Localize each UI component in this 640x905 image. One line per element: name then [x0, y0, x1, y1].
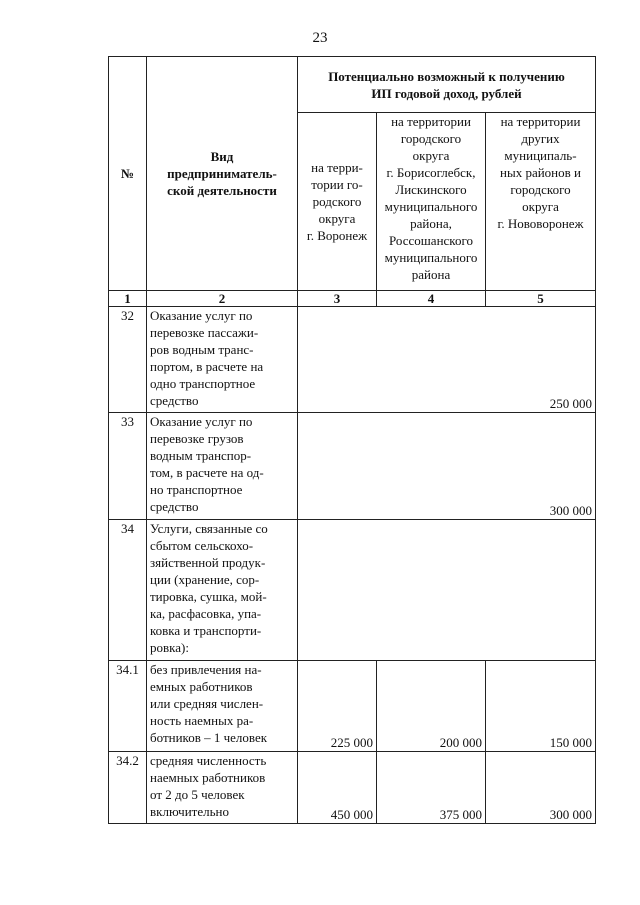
header-income-group: Потенциально возможный к получению ИП годовой доход, рублей [298, 57, 596, 113]
row-number: 34 [109, 520, 147, 661]
row-activity: без привлечения на- емных работников или средняя числен- ность наемных ра- ботников – 1 человек [147, 661, 298, 752]
header-other-districts: на территории других муниципаль- ных районов и городского округа г. Нововоронеж [486, 113, 596, 291]
row-activity: Оказание услуг по перевозке пассажи- ров водным транс- портом, в расчете на одно транспортное средство [147, 307, 298, 413]
row-value-borisoglebsk: 375 000 [377, 752, 486, 824]
row-value-voronezh: 450 000 [298, 752, 377, 824]
header-borisoglebsk: на территории городского округа г. Борисоглебск, Лискинского муниципального района, Россошанского муниципального района [377, 113, 486, 291]
row-value-borisoglebsk: 200 000 [377, 661, 486, 752]
column-index-4: 4 [377, 291, 486, 307]
column-index-1: 1 [109, 291, 147, 307]
header-row-1 [109, 57, 596, 113]
row-value-other: 150 000 [486, 661, 596, 752]
row-number: 34.1 [109, 661, 147, 752]
row-activity: средняя численность наемных работников от 2 до 5 человек включительно [147, 752, 298, 824]
table-row [109, 661, 596, 752]
table-row [109, 752, 596, 824]
row-activity: Оказание услуг по перевозке грузов водным транспор- том, в расчете на од- но транспортное средство [147, 413, 298, 520]
table-row [109, 307, 596, 413]
row-merged-value: 250 000 [298, 307, 596, 413]
page-number: 23 [312, 30, 328, 46]
row-number: 32 [109, 307, 147, 413]
header-voronezh: на терри- тории го- родского округа г. Воронеж [298, 113, 377, 291]
row-value-voronezh: 225 000 [298, 661, 377, 752]
row-activity: Услуги, связанные со сбытом сельскохо- зяйственной продук- ции (хранение, сор- тировка, сушка, мой- ка, расфасовка, упа- ковка и транспорти- ровка): [147, 520, 298, 661]
row-merged-value: 300 000 [298, 413, 596, 520]
row-number: 33 [109, 413, 147, 520]
column-index-5: 5 [486, 291, 596, 307]
row-number: 34.2 [109, 752, 147, 824]
header-activity-type: Вид предприниматель- ской деятельности [147, 57, 298, 291]
header-number: № [109, 57, 147, 291]
row-merged-value [298, 520, 596, 661]
column-index-2: 2 [147, 291, 298, 307]
row-value-other: 300 000 [486, 752, 596, 824]
income-table [108, 56, 596, 824]
column-index-row [109, 291, 596, 307]
table-row [109, 520, 596, 661]
column-index-3: 3 [298, 291, 377, 307]
table-row [109, 413, 596, 520]
